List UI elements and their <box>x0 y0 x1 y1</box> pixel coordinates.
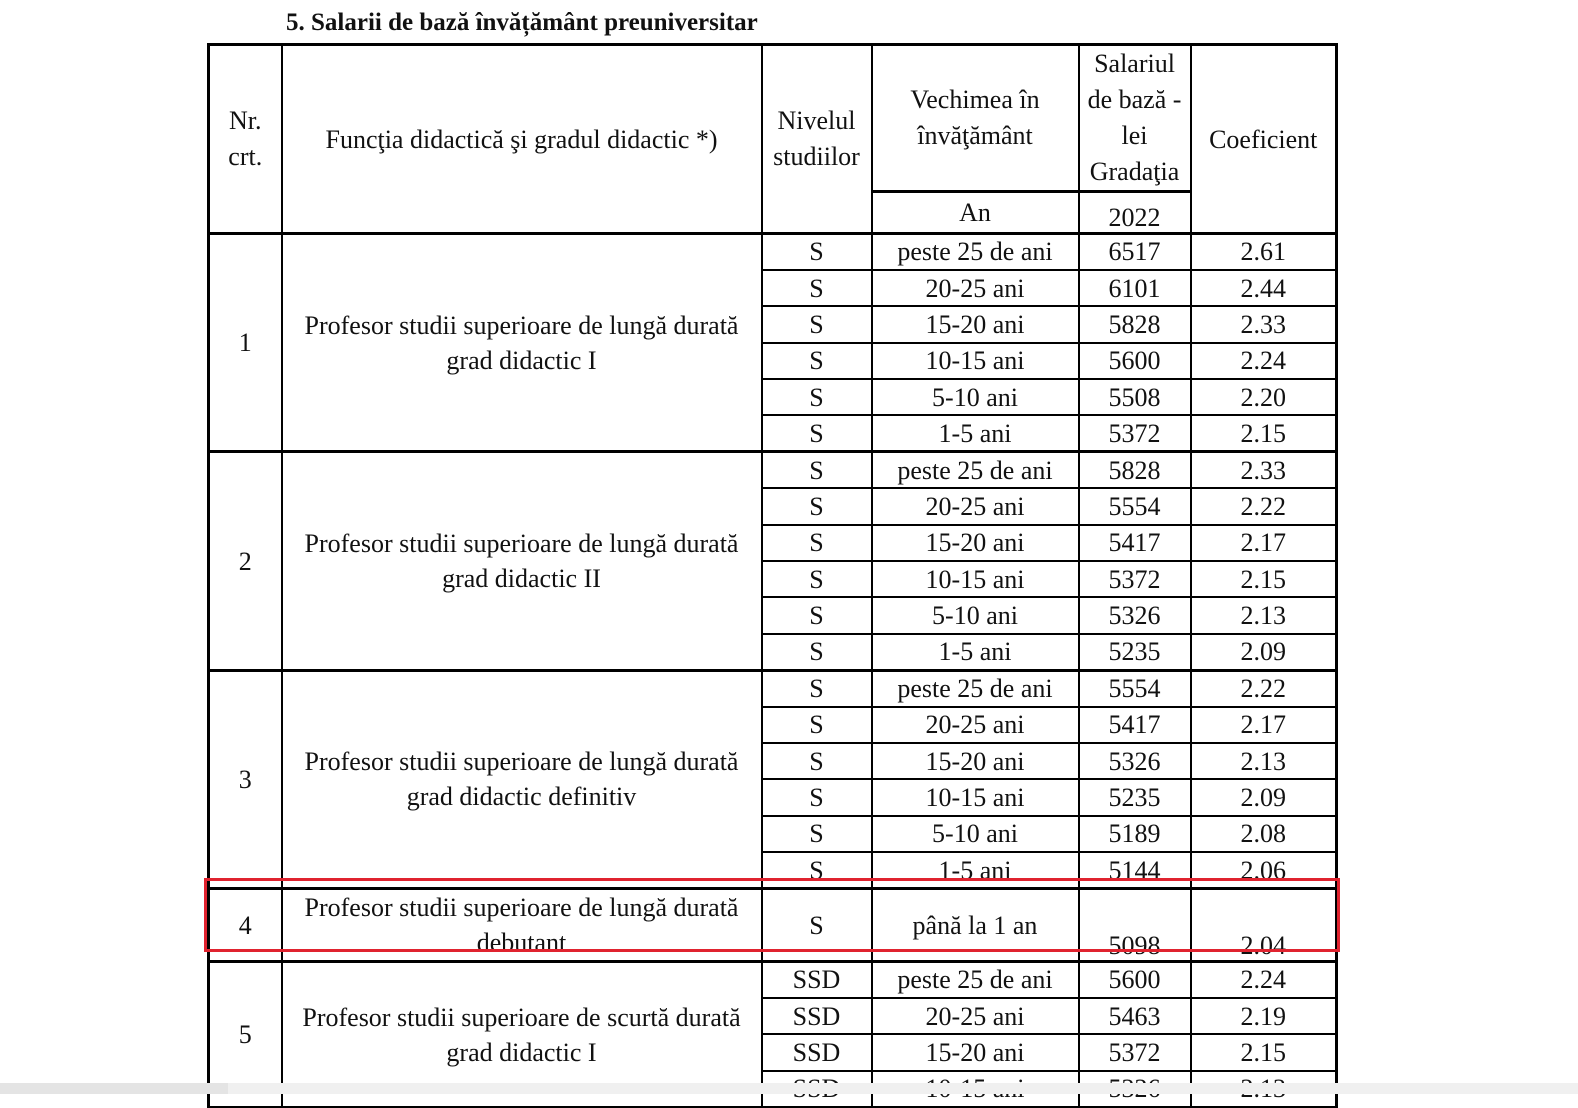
row-vechime: peste 25 de ani <box>872 234 1079 270</box>
row-vechime: 1-5 ani <box>872 852 1079 888</box>
row-nivel: S <box>762 452 872 488</box>
row-nivel: S <box>762 816 872 852</box>
row-coeficient: 2.33 <box>1191 452 1337 488</box>
row-vechime: 10-15 ani <box>872 343 1079 379</box>
scrollbar-thumb[interactable] <box>0 1083 228 1094</box>
table-row <box>209 452 1337 488</box>
row-salariu: 6517 <box>1079 234 1191 270</box>
row-coeficient: 2.13 <box>1191 743 1337 779</box>
row-nivel: S <box>762 597 872 633</box>
row-nr: 2 <box>209 452 282 670</box>
row-vechime: 5-10 ani <box>872 597 1079 633</box>
row-nivel: S <box>762 488 872 524</box>
row-nivel: S <box>762 415 872 451</box>
table-row <box>209 670 1337 706</box>
row-coeficient: 2.24 <box>1191 962 1337 998</box>
row-coeficient: 2.08 <box>1191 816 1337 852</box>
row-vechime: 15-20 ani <box>872 743 1079 779</box>
row-salariu: 5372 <box>1079 561 1191 597</box>
row-coeficient: 2.20 <box>1191 379 1337 415</box>
row-salariu: 5326 <box>1079 597 1191 633</box>
header-vechime: Vechimea în învăţământ <box>872 45 1079 192</box>
header-coeficient: Coeficient <box>1191 45 1337 234</box>
row-coeficient: 2.44 <box>1191 270 1337 306</box>
row-nivel: S <box>762 379 872 415</box>
row-vechime: peste 25 de ani <box>872 452 1079 488</box>
row-coeficient: 2.19 <box>1191 998 1337 1034</box>
row-coeficient: 2.61 <box>1191 234 1337 270</box>
row-nivel: S <box>762 670 872 706</box>
header-an-label: An <box>872 192 1079 234</box>
row-salariu: 5600 <box>1079 962 1191 998</box>
row-vechime: 15-20 ani <box>872 525 1079 561</box>
row-salariu: 6101 <box>1079 270 1191 306</box>
row-nivel: S <box>762 852 872 888</box>
row-nivel: S <box>762 707 872 743</box>
row-functia: Profesor studii superioare de lungă durată debutant <box>282 889 762 962</box>
row-salariu: 5554 <box>1079 488 1191 524</box>
row-salariu: 5235 <box>1079 779 1191 815</box>
row-salariu: 5600 <box>1079 343 1191 379</box>
row-coeficient: 2.09 <box>1191 779 1337 815</box>
table-row <box>209 962 1337 998</box>
row-salariu: 5098 <box>1079 889 1191 962</box>
row-coeficient: 2.17 <box>1191 707 1337 743</box>
row-vechime: 20-25 ani <box>872 998 1079 1034</box>
row-salariu: 5417 <box>1079 707 1191 743</box>
row-coeficient: 2.04 <box>1191 889 1337 962</box>
row-nivel: S <box>762 634 872 670</box>
row-salariu: 5144 <box>1079 852 1191 888</box>
row-nivel: S <box>762 343 872 379</box>
row-salariu: 5828 <box>1079 452 1191 488</box>
table-body <box>209 234 1337 1108</box>
salary-table <box>207 43 1338 1108</box>
row-functia: Profesor studii superioare de lungă durată grad didactic definitiv <box>282 670 762 888</box>
row-coeficient: 2.24 <box>1191 343 1337 379</box>
row-vechime: 1-5 ani <box>872 415 1079 451</box>
row-salariu: 5189 <box>1079 816 1191 852</box>
row-vechime: 20-25 ani <box>872 488 1079 524</box>
page-title: 5. Salarii de bază învățământ preuniversitar <box>286 9 758 36</box>
row-vechime: 10-15 ani <box>872 561 1079 597</box>
row-salariu: 5372 <box>1079 1034 1191 1070</box>
row-salariu: 5508 <box>1079 379 1191 415</box>
row-nivel: S <box>762 743 872 779</box>
row-nivel: S <box>762 525 872 561</box>
table-row <box>209 234 1337 270</box>
table-row <box>209 889 1337 962</box>
row-salariu: 5326 <box>1079 743 1191 779</box>
row-coeficient: 2.06 <box>1191 852 1337 888</box>
header-an-year: 2022 <box>1079 192 1191 234</box>
row-nivel: SSD <box>762 998 872 1034</box>
row-vechime: peste 25 de ani <box>872 962 1079 998</box>
row-coeficient: 2.09 <box>1191 634 1337 670</box>
row-vechime: 20-25 ani <box>872 270 1079 306</box>
row-vechime: 10-15 ani <box>872 779 1079 815</box>
row-functia: Profesor studii superioare de scurtă durată grad didactic I <box>282 962 762 1108</box>
row-coeficient: 2.15 <box>1191 415 1337 451</box>
horizontal-scrollbar[interactable] <box>0 1083 1578 1094</box>
row-nr: 4 <box>209 889 282 962</box>
header-nivel: Nivelul studiilor <box>762 45 872 234</box>
row-vechime: peste 25 de ani <box>872 670 1079 706</box>
row-coeficient: 2.13 <box>1191 597 1337 633</box>
row-salariu: 5235 <box>1079 634 1191 670</box>
row-salariu: 5372 <box>1079 415 1191 451</box>
row-nr: 5 <box>209 962 282 1108</box>
row-salariu: 5554 <box>1079 670 1191 706</box>
row-vechime: 20-25 ani <box>872 707 1079 743</box>
row-vechime: 5-10 ani <box>872 379 1079 415</box>
row-vechime: 15-20 ani <box>872 1034 1079 1070</box>
row-vechime: până la 1 an <box>872 889 1079 962</box>
header-functia: Funcţia didactică şi gradul didactic *) <box>282 45 762 234</box>
row-nivel: S <box>762 270 872 306</box>
row-coeficient: 2.15 <box>1191 561 1337 597</box>
row-nivel: S <box>762 306 872 342</box>
header-nr-crt: Nr. crt. <box>209 45 282 234</box>
header-salariu: Salariul de bază - lei Gradaţia <box>1079 45 1191 192</box>
row-salariu: 5417 <box>1079 525 1191 561</box>
row-coeficient: 2.22 <box>1191 488 1337 524</box>
row-vechime: 5-10 ani <box>872 816 1079 852</box>
row-salariu: 5463 <box>1079 998 1191 1034</box>
row-nivel: SSD <box>762 962 872 998</box>
row-vechime: 15-20 ani <box>872 306 1079 342</box>
row-salariu: 5828 <box>1079 306 1191 342</box>
row-nr: 3 <box>209 670 282 888</box>
row-functia: Profesor studii superioare de lungă durată grad didactic I <box>282 234 762 452</box>
row-coeficient: 2.17 <box>1191 525 1337 561</box>
row-nivel: SSD <box>762 1034 872 1070</box>
row-functia: Profesor studii superioare de lungă durată grad didactic II <box>282 452 762 670</box>
row-nivel: S <box>762 561 872 597</box>
row-coeficient: 2.15 <box>1191 1034 1337 1070</box>
row-vechime: 1-5 ani <box>872 634 1079 670</box>
row-coeficient: 2.22 <box>1191 670 1337 706</box>
row-nivel: S <box>762 779 872 815</box>
row-coeficient: 2.33 <box>1191 306 1337 342</box>
row-nr: 1 <box>209 234 282 452</box>
row-nivel: S <box>762 234 872 270</box>
row-nivel: S <box>762 889 872 962</box>
